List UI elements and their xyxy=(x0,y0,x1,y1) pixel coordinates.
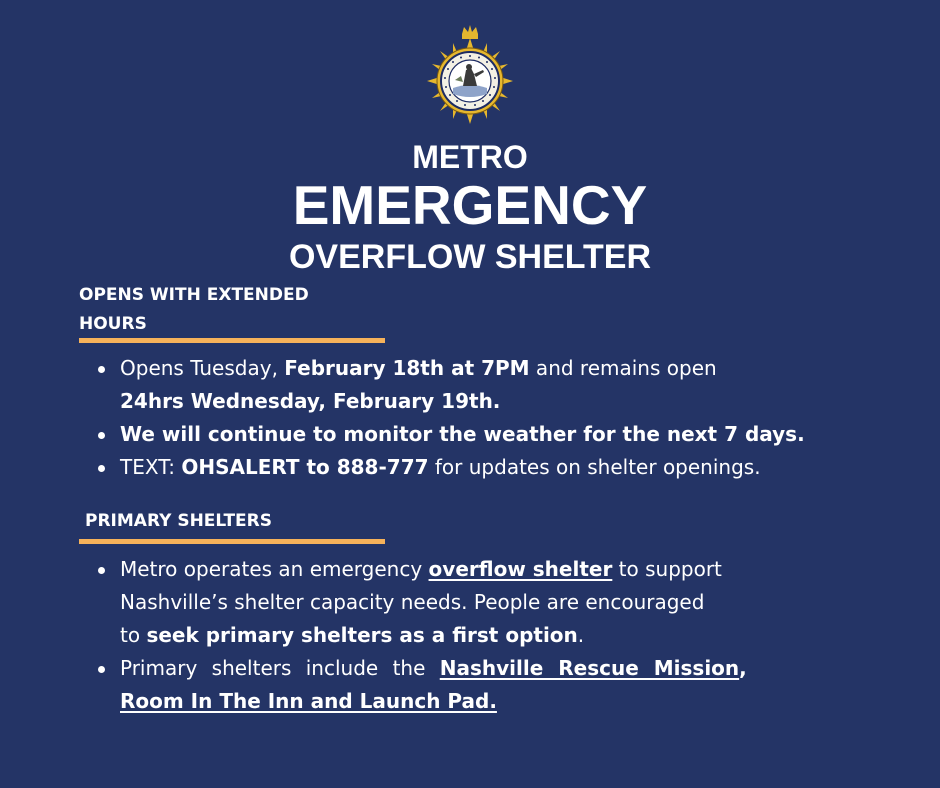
section-heading-line2: HOURS xyxy=(79,314,147,334)
bullet-emphasis: 24hrs Wednesday, February 19th. xyxy=(120,389,501,413)
bullet-text: to xyxy=(120,623,147,647)
title-emergency: EMERGENCY xyxy=(292,174,648,236)
extended-hours-list xyxy=(98,352,805,484)
list-item xyxy=(98,451,805,484)
bullet-text: Primary shelters include the xyxy=(120,656,440,680)
room-in-the-inn-launch-pad-link[interactable]: Room In The Inn and Launch Pad. xyxy=(120,689,497,713)
bullet-text: Opens Tuesday, xyxy=(120,356,285,380)
primary-shelters-list xyxy=(98,553,747,718)
bullet-emphasis: seek primary shelters as a first option xyxy=(146,623,578,647)
nashville-rescue-mission-link[interactable]: Nashville Rescue Mission xyxy=(439,656,740,680)
section-heading-extended-hours xyxy=(79,281,379,339)
metro-seal xyxy=(413,24,527,138)
bullet-text: for updates on shelter openings. xyxy=(428,455,761,479)
bullet-emphasis: OHSALERT to 888-777 xyxy=(181,455,429,479)
bullet-text: . xyxy=(577,623,585,647)
bullet-emphasis: February 18th at 7PM xyxy=(284,356,530,380)
bullet-text: , xyxy=(739,656,747,680)
section-divider xyxy=(79,539,385,544)
title-metro: METRO xyxy=(412,139,528,175)
bullet-text: Metro operates an emergency xyxy=(120,557,429,581)
list-item xyxy=(98,418,805,451)
title-overflow-shelter: OVERFLOW SHELTER xyxy=(288,238,652,276)
section-heading-primary-shelters: PRIMARY SHELTERS xyxy=(85,511,272,531)
bullet-text: Nashville’s shelter capacity needs. People are encouraged xyxy=(120,590,705,614)
bullet-text: to support xyxy=(612,557,722,581)
list-item xyxy=(98,652,747,718)
metro-government-seal-icon xyxy=(413,24,527,138)
section-heading-line1: OPENS WITH EXTENDED xyxy=(79,285,309,305)
list-item xyxy=(98,352,805,418)
list-item xyxy=(98,553,747,652)
bullet-emphasis: We will continue to monitor the weather for the next 7 days. xyxy=(120,422,805,446)
section-divider xyxy=(79,338,385,343)
overflow-shelter-link[interactable]: overflow shelter xyxy=(428,557,613,581)
bullet-text: TEXT: xyxy=(120,455,182,479)
bullet-text: and remains open xyxy=(529,356,717,380)
